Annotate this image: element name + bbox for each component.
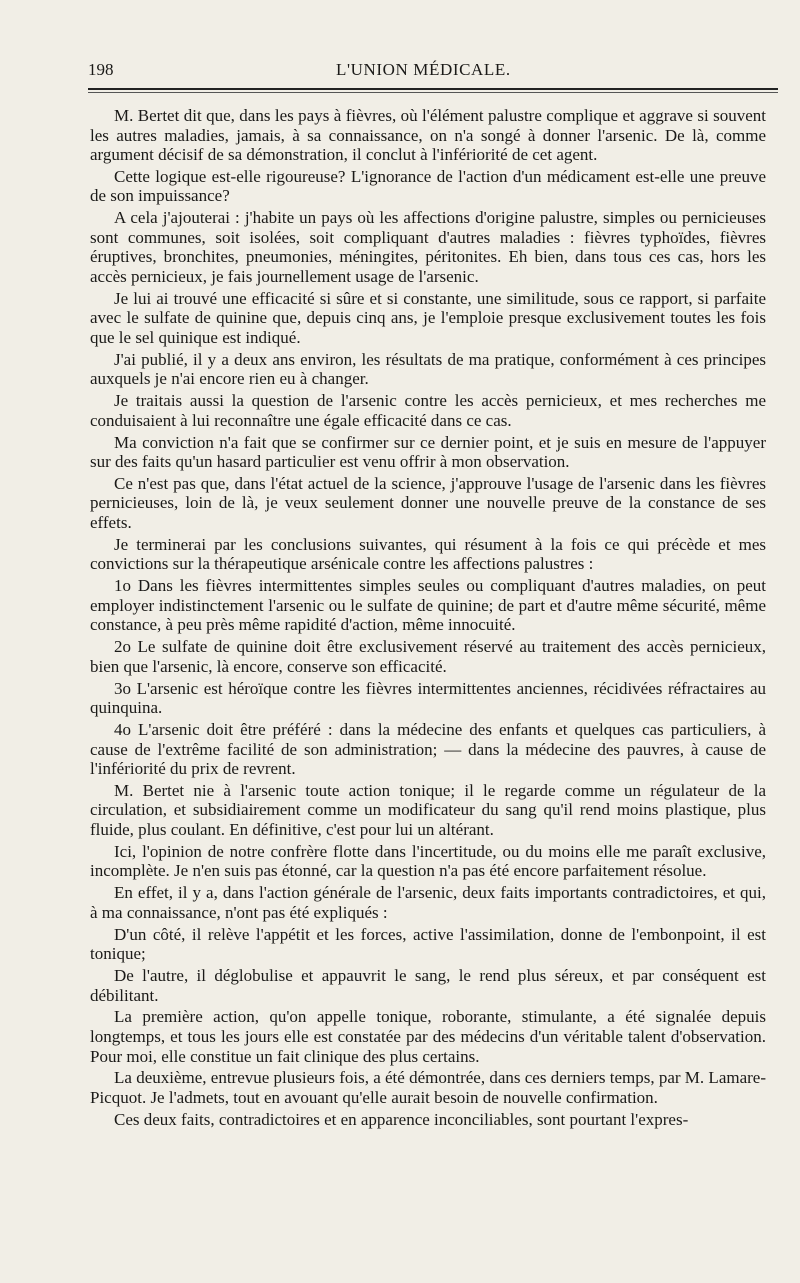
running-title: L'UNION MÉDICALE. xyxy=(336,60,511,79)
paragraph: La deuxième, entrevue plusieurs fois, a été démontrée, dans ces derniers temps, par M. Lamare-Picquot. Je l'admets, tout en avouant qu'elle aurait besoin de nouvelle confirmation. xyxy=(90,1068,766,1107)
conclusion-item: 1o Dans les fièvres intermittentes simples seules ou compliquant d'autres maladies, on peut employer indistinctement l'arsenic ou le sulfate de quinine; de part et d'autre même sécurité, même constance, à peu près même rapidité d'action, même innocuité. xyxy=(90,576,766,635)
paragraph: Ici, l'opinion de notre confrère flotte dans l'incertitude, ou du moins elle me paraît exclusive, incomplète. Je n'en suis pas étonné, car la question n'a pas été encore parfaitement résolue. xyxy=(90,841,766,881)
paragraph: Cette logique est-elle rigoureuse? L'ignorance de l'action d'un médicament est-elle une preuve de son impuissance? xyxy=(90,166,766,206)
conclusion-item: 4o L'arsenic doit être préféré : dans la médecine des enfants et quelques cas particuliers, à cause de l'extrême facilité de son administration; — dans la médecine des pauvres, à cause de l'infériorité du prix de revrent. xyxy=(90,719,766,779)
paragraph: Je traitais aussi la question de l'arsenic contre les accès pernicieux, et mes recherches me conduisaient à lui reconnaître une égale efficacité dans ce cas. xyxy=(90,391,766,430)
paragraph: Ce n'est pas que, dans l'état actuel de la science, j'approuve l'usage de l'arsenic dans les fièvres pernicieuses, loin de là, je veux seulement donner une nouvelle preuve de la constance de ses effets. xyxy=(90,473,766,533)
paragraph: D'un côté, il relève l'appétit et les forces, active l'assimilation, donne de l'embonpoint, il est tonique; xyxy=(90,924,766,964)
paragraph: J'ai publié, il y a deux ans environ, les résultats de ma pratique, conformément à ces principes auxquels je n'ai encore rien eu à changer. xyxy=(90,349,766,389)
page-header xyxy=(88,60,778,86)
conclusion-item: 2o Le sulfate de quinine doit être exclusivement réservé au traitement des accès pernicieux, bien que l'arsenic, là encore, conserve son efficacité. xyxy=(90,637,766,676)
paragraph: Ma conviction n'a fait que se confirmer sur ce dernier point, et je suis en mesure de l'appuyer sur des faits qu'un hasard particulier est venu offrir à mon observation. xyxy=(90,432,766,472)
header-divider xyxy=(88,88,778,93)
paragraph: Je terminerai par les conclusions suivantes, qui résument à la fois ce qui précède et mes convictions sur la thérapeutique arsénicale contre les affections palustres : xyxy=(90,534,766,574)
conclusion-item: 3o L'arsenic est héroïque contre les fièvres intermittentes anciennes, récidivées réfractaires au quinquina. xyxy=(90,678,766,718)
paragraph: M. Bertet dit que, dans les pays à fièvres, où l'élément palustre complique et aggrave si souvent les autres maladies, jamais, à sa connaissance, on n'a songé à donner l'arsenic. De là, comme argument décisif de sa démonstration, il conclut à l'infériorité de cet agent. xyxy=(90,106,766,165)
paragraph: Ces deux faits, contradictoires et en apparence inconciliables, sont pourtant l'expres- xyxy=(114,1109,689,1129)
paragraph: M. Bertet nie à l'arsenic toute action tonique; il le regarde comme un régulateur de la circulation, et subsidiairement comme un modificateur du sang qu'il rend moins plastique, plus fluide, plus coulant. En définitive, c'est pour lui un altérant. xyxy=(90,780,766,839)
page-number: 198 xyxy=(88,60,114,79)
paragraph: Je lui ai trouvé une efficacité si sûre et si constante, une similitude, sous ce rapport, si parfaite avec le sulfate de quinine que, depuis cinq ans, je l'emploie presque exclusivement toutes les fois que le sel quinique est indiqué. xyxy=(90,288,766,347)
paragraph: La première action, qu'on appelle tonique, roborante, stimulante, a été signalée depuis longtemps, et tous les jours elle est constatée par des médecins d'un véritable talent d'observation. Pour moi, elle constitue un fait clinique des plus certains. xyxy=(90,1007,766,1066)
paragraph: En effet, il y a, dans l'action générale de l'arsenic, deux faits importants contradictoires, et qui, à ma connaissance, n'ont pas été expliqués : xyxy=(90,883,766,922)
paragraph: De l'autre, il déglobulise et appauvrit le sang, le rend plus séreux, et par conséquent est débilitant. xyxy=(90,966,766,1005)
body-text xyxy=(90,106,766,1132)
paragraph: A cela j'ajouterai : j'habite un pays où les affections d'origine palustre, simples ou pernicieuses sont communes, soit isolées, soit compliquant d'autres maladies : fièvres typhoïdes, fièvres éruptives, bronchites, pneumonies, méningites, péritonites. Eh bien, dans tous ces cas, hors les accès pernicieux, je fais journellement usage de l'arsenic. xyxy=(90,208,766,286)
